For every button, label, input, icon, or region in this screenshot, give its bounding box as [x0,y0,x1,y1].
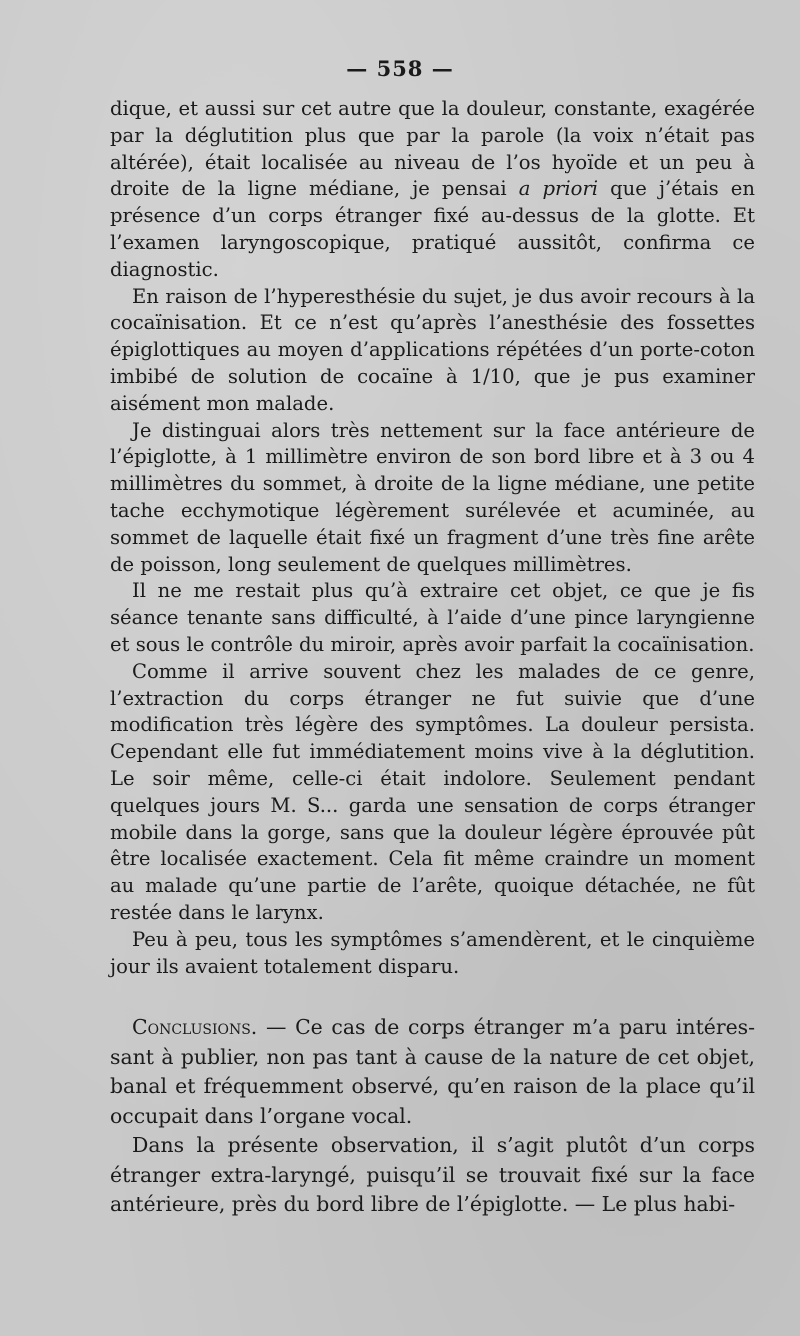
conclusions-section [110,1013,755,1220]
page-number: — 558 — [346,56,454,81]
paragraph-2: En raison de l’hyperesthésie du sujet, je dus avoir recours à la cocaïnisation. Et ce n’est qu’après l’anesthésie des fossettes épiglottiques au moyen d’applications répétées d’un porte-coton imbibé de solution de cocaïne à 1/10, que je pus examiner aisément mon malade. [110,284,755,415]
italic-phrase: a priori [518,177,599,201]
conclusions-heading: Conclusions. [132,1015,258,1039]
conclusions-paragraph-2: Dans la présente observation, il s’agit plutôt d’un corps étranger extra-laryngé, puisqu’il se trouvait fixé sur la face antérieure, près du bord libre de l’épiglotte. — Le plus habi- [110,1133,755,1216]
paragraph-1-start: dique, et aussi sur cet autre que la douleur, constante, exagérée par la déglutition plus que par la parole (la voix n’était pas altérée), était localisée au niveau de l’os hyoïde et un peu à droite de la ligne médiane, je pensai [110,97,755,201]
main-text [110,96,755,980]
paragraph-1-end: que j’étais en présence d’un corps étranger fixé au-dessus de la glotte. Et l’examen laryngoscopique, pratiqué aussitôt, confirma ce diagnostic. [110,177,755,281]
conclusions-paragraph-1-text: — Ce cas de corps étranger m’a paru intéressant à publier, non pas tant à cause de la nature de cet objet, banal et fréquemment observé, qu’en raison de la place qu’il occupait dans l’organe vocal. [110,1015,755,1128]
paragraph-5: Comme il arrive souvent chez les malades de ce genre, l’extraction du corps étranger ne fut suivie que d’une modification très légère des symptômes. La douleur persista. Cependant elle fut immédiatement moins vive à la déglutition. Le soir même, celle-ci était indolore. Seulement pendant quelques jours M. S... garda une sensation de corps étranger mobile dans la gorge, sans que la douleur légère éprouvée pût être localisée exactement. Cela fit même craindre un moment au malade qu’une partie de l’arête, quoique détachée, ne fût restée dans le larynx. [110,659,755,924]
paragraph-1 [110,96,755,284]
conclusions-paragraph-1 [110,1013,755,1131]
paragraph-4: Il ne me restait plus qu’à extraire cet objet, ce que je fis séance tenante sans difficulté, à l’aide d’une pince laryngienne et sous le contrôle du miroir, après avoir parfait la cocaïnisation. [110,579,755,656]
paragraph-6: Peu à peu, tous les symptômes s’amendèrent, et le cinquième jour ils avaient totalement disparu. [110,927,755,978]
paragraph-3: Je distinguai alors très nettement sur la face antérieure de l’épiglotte, à 1 millimètre environ de son bord libre et à 3 ou 4 millimètres du sommet, à droite de la ligne médiane, une petite tache ecchymotique légèrement surélevée et acuminée, au sommet de laquelle était fixé un fragment d’une très fine arête de poisson, long seulement de quelques millimètres. [110,418,755,576]
